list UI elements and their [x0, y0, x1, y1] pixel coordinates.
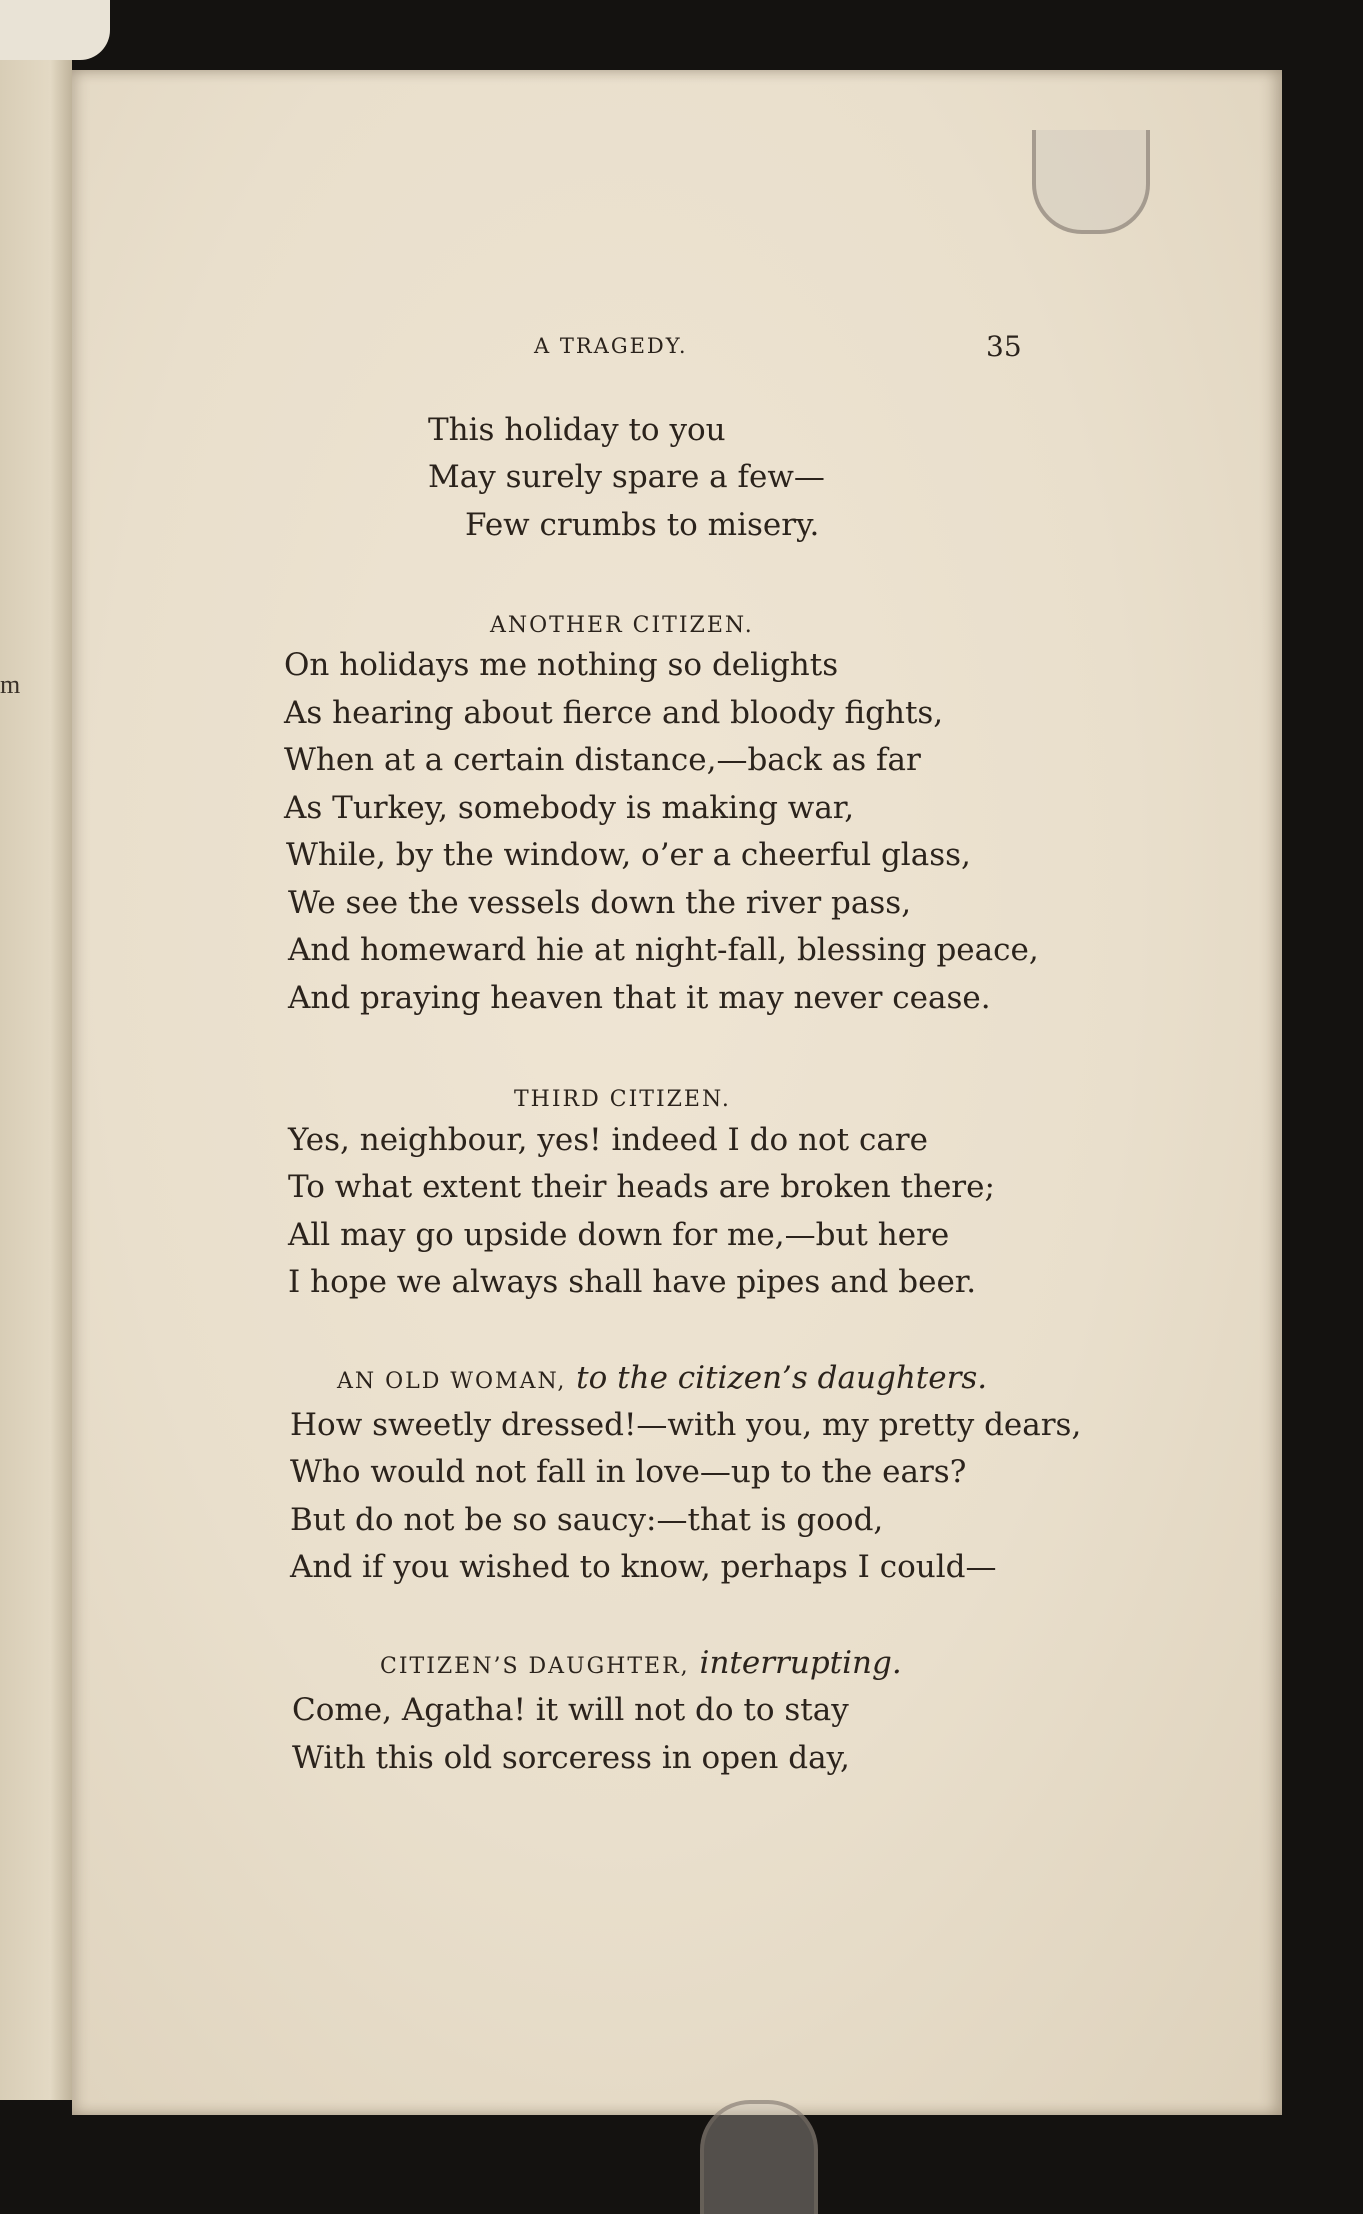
speaker-heading: THIRD CITIZEN.	[514, 1087, 731, 1112]
running-title: A TRAGEDY.	[534, 334, 688, 358]
verse-line: This holiday to you	[428, 412, 726, 448]
page-corner-tab	[0, 0, 110, 60]
speaker-heading: AN OLD WOMAN,	[337, 1369, 567, 1394]
verse-line: When at a certain distance,—back as far	[284, 742, 921, 778]
verse-line: Come, Agatha! it will not do to stay	[292, 1692, 849, 1728]
bottom-page-clip	[700, 2100, 818, 2214]
verse-line: We see the vessels down the river pass,	[288, 885, 912, 921]
speaker-heading: ANOTHER CITIZEN.	[490, 613, 754, 638]
verse-line: I hope we always shall have pipes and beer.	[288, 1264, 977, 1300]
verse-line: And if you wished to know, perhaps I could—	[290, 1549, 997, 1585]
speaker-heading: CITIZEN’S DAUGHTER,	[380, 1654, 690, 1679]
speaker-line	[380, 1643, 902, 1687]
verse-line: But do not be so saucy:—that is good,	[290, 1502, 884, 1538]
top-page-clip	[1032, 130, 1150, 234]
verse-line: While, by the window, o’er a cheerful glass,	[286, 837, 971, 873]
verse-line: All may go upside down for me,—but here	[288, 1217, 950, 1253]
verse-line: And homeward hie at night-fall, blessing peace,	[288, 932, 1039, 968]
verse-line: May surely spare a few—	[428, 459, 825, 495]
verse-line: How sweetly dressed!—with you, my pretty dears,	[290, 1407, 1082, 1443]
verse-line: As Turkey, somebody is making war,	[284, 790, 855, 826]
verse-line: With this old sorceress in open day,	[292, 1740, 850, 1776]
verse-line: Yes, neighbour, yes! indeed I do not care	[288, 1122, 928, 1158]
verse-line: As hearing about fierce and bloody fights,	[284, 695, 944, 731]
verse-line: Who would not fall in love—up to the ears?	[290, 1454, 967, 1490]
page-number: 35	[986, 330, 1022, 363]
stage-direction: to the citizen’s daughters.	[576, 1360, 988, 1396]
verse-line: On holidays me nothing so delights	[284, 647, 839, 683]
left-page-fragment: m	[0, 670, 21, 699]
left-page-edge	[0, 60, 72, 2100]
speaker-line	[337, 1358, 987, 1402]
verse-line: And praying heaven that it may never cease.	[288, 980, 991, 1016]
verse-line: Few crumbs to misery.	[465, 507, 820, 543]
stage-direction: interrupting.	[699, 1645, 902, 1681]
verse-line: To what extent their heads are broken there;	[288, 1169, 995, 1205]
